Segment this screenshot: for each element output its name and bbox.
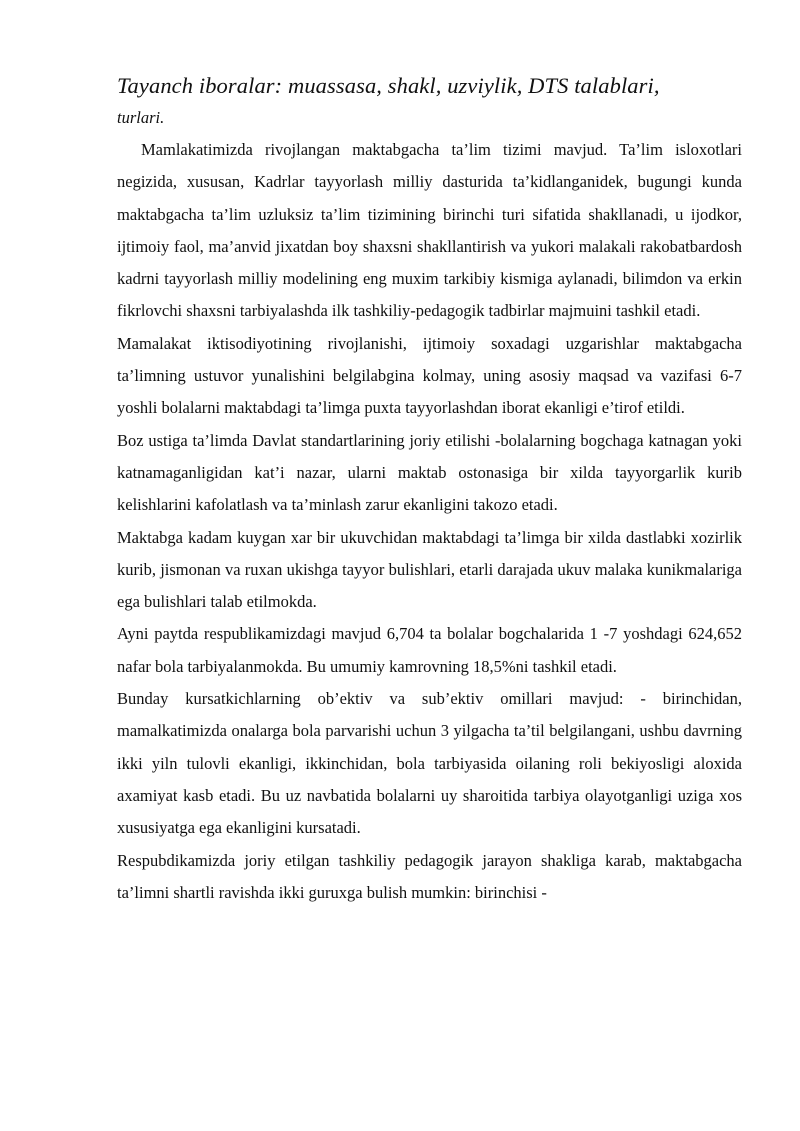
paragraph-7: Respubdikamizda joriy etilgan tashkiliy pedagogik jarayon shakliga karab, maktabgacha ta’limni shartli ravishda ikki guruxga bulish mumkin: birinchisi - — [117, 850, 742, 902]
paragraph-3: Boz ustiga ta’limda Davlat standartlarining joriy etilishi -bolalarning bogchaga katnagan yoki katnamaganligidan kat’i nazar, ularni maktab ostonasiga bir xilda tayyorgarlik kurib kelishlarini kafolatlash va ta’minlash zarur ekanligini takozo etadi. — [117, 430, 742, 515]
paragraph-2: Mamalakat iktisodiyotining rivojlanishi, ijtimoiy soxadagi uzgarishlar maktabgacha ta’limning ustuvor yunalishini belgilabgina kolmay, uning asosiy maqsad va vazifasi 6-7 yoshli bolalarni maktabdagi ta’limga puxta tayyorlashdan iborat ekanligi e’tirof etildi. — [117, 333, 742, 418]
paragraph-5: Ayni paytda respublikamizdagi mavjud 6,704 ta bolalar bogchalarida 1 -7 yoshdagi 624,652 nafar bola tarbiyalanmokda. Bu umumiy kamrovning 18,5%ni tashkil etadi. — [117, 624, 742, 676]
paragraph-6: Bunday kursatkichlarning ob’ektiv va sub’ektiv omillari mavjud: - birinchidan, mamalkatimizda onalarga bola parvarishi uchun 3 yilgacha ta’til belgilangani, ushbu davrning ikki yiln tulovli ekanligi, ikkinchidan, bola tarbiyasida oilaning roli bekiyosligi aloxida axamiyat kasb etadi. Bu uz navbatida bolalarni uy sharoitida tarbiya olayotganligi uziga xos xususiyatga ega ekanligini kursatadi. — [117, 689, 742, 838]
keywords-heading-continuation: turlari. — [117, 108, 165, 127]
paragraph-4: Maktabga kadam kuygan xar bir ukuvchidan maktabdagi ta’limga bir xilda dastlabki xozirlik kurib, jismonan va ruxan ukishga tayyor bulishlari, etarli darajada ukuv malaka kunikmalariga ega bulishlari talab etilmokda. — [117, 527, 742, 612]
document-page — [117, 70, 742, 909]
keywords-heading: Tayanch iboralar: muassasa, shakl, uzviylik, DTS talablari, — [117, 73, 660, 98]
paragraph-1: Mamlakatimizda rivojlangan maktabgacha ta’lim tizimi mavjud. Ta’lim isloxotlari negizida, xususan, Kadrlar tayyorlash milliy dasturida ta’kidlanganidek, bugungi kunda maktabgacha ta’lim uzluksiz ta’lim tizimining birinchi turi sifatida shakllanadi, u ijodkor, ijtimoiy faol, ma’anvid jixatdan boy shaxsni shakllantirish va yukori malakali rakobatbardosh kadrni tayyorlash milliy modelining eng muxim tarkibiy kismiga aylanadi, bilimdon va erkin fikrlovchi shaxsni tarbiyalashda ilk tashkiliy-pedagogik tadbirlar majmuini tashkil etadi. — [117, 140, 742, 321]
